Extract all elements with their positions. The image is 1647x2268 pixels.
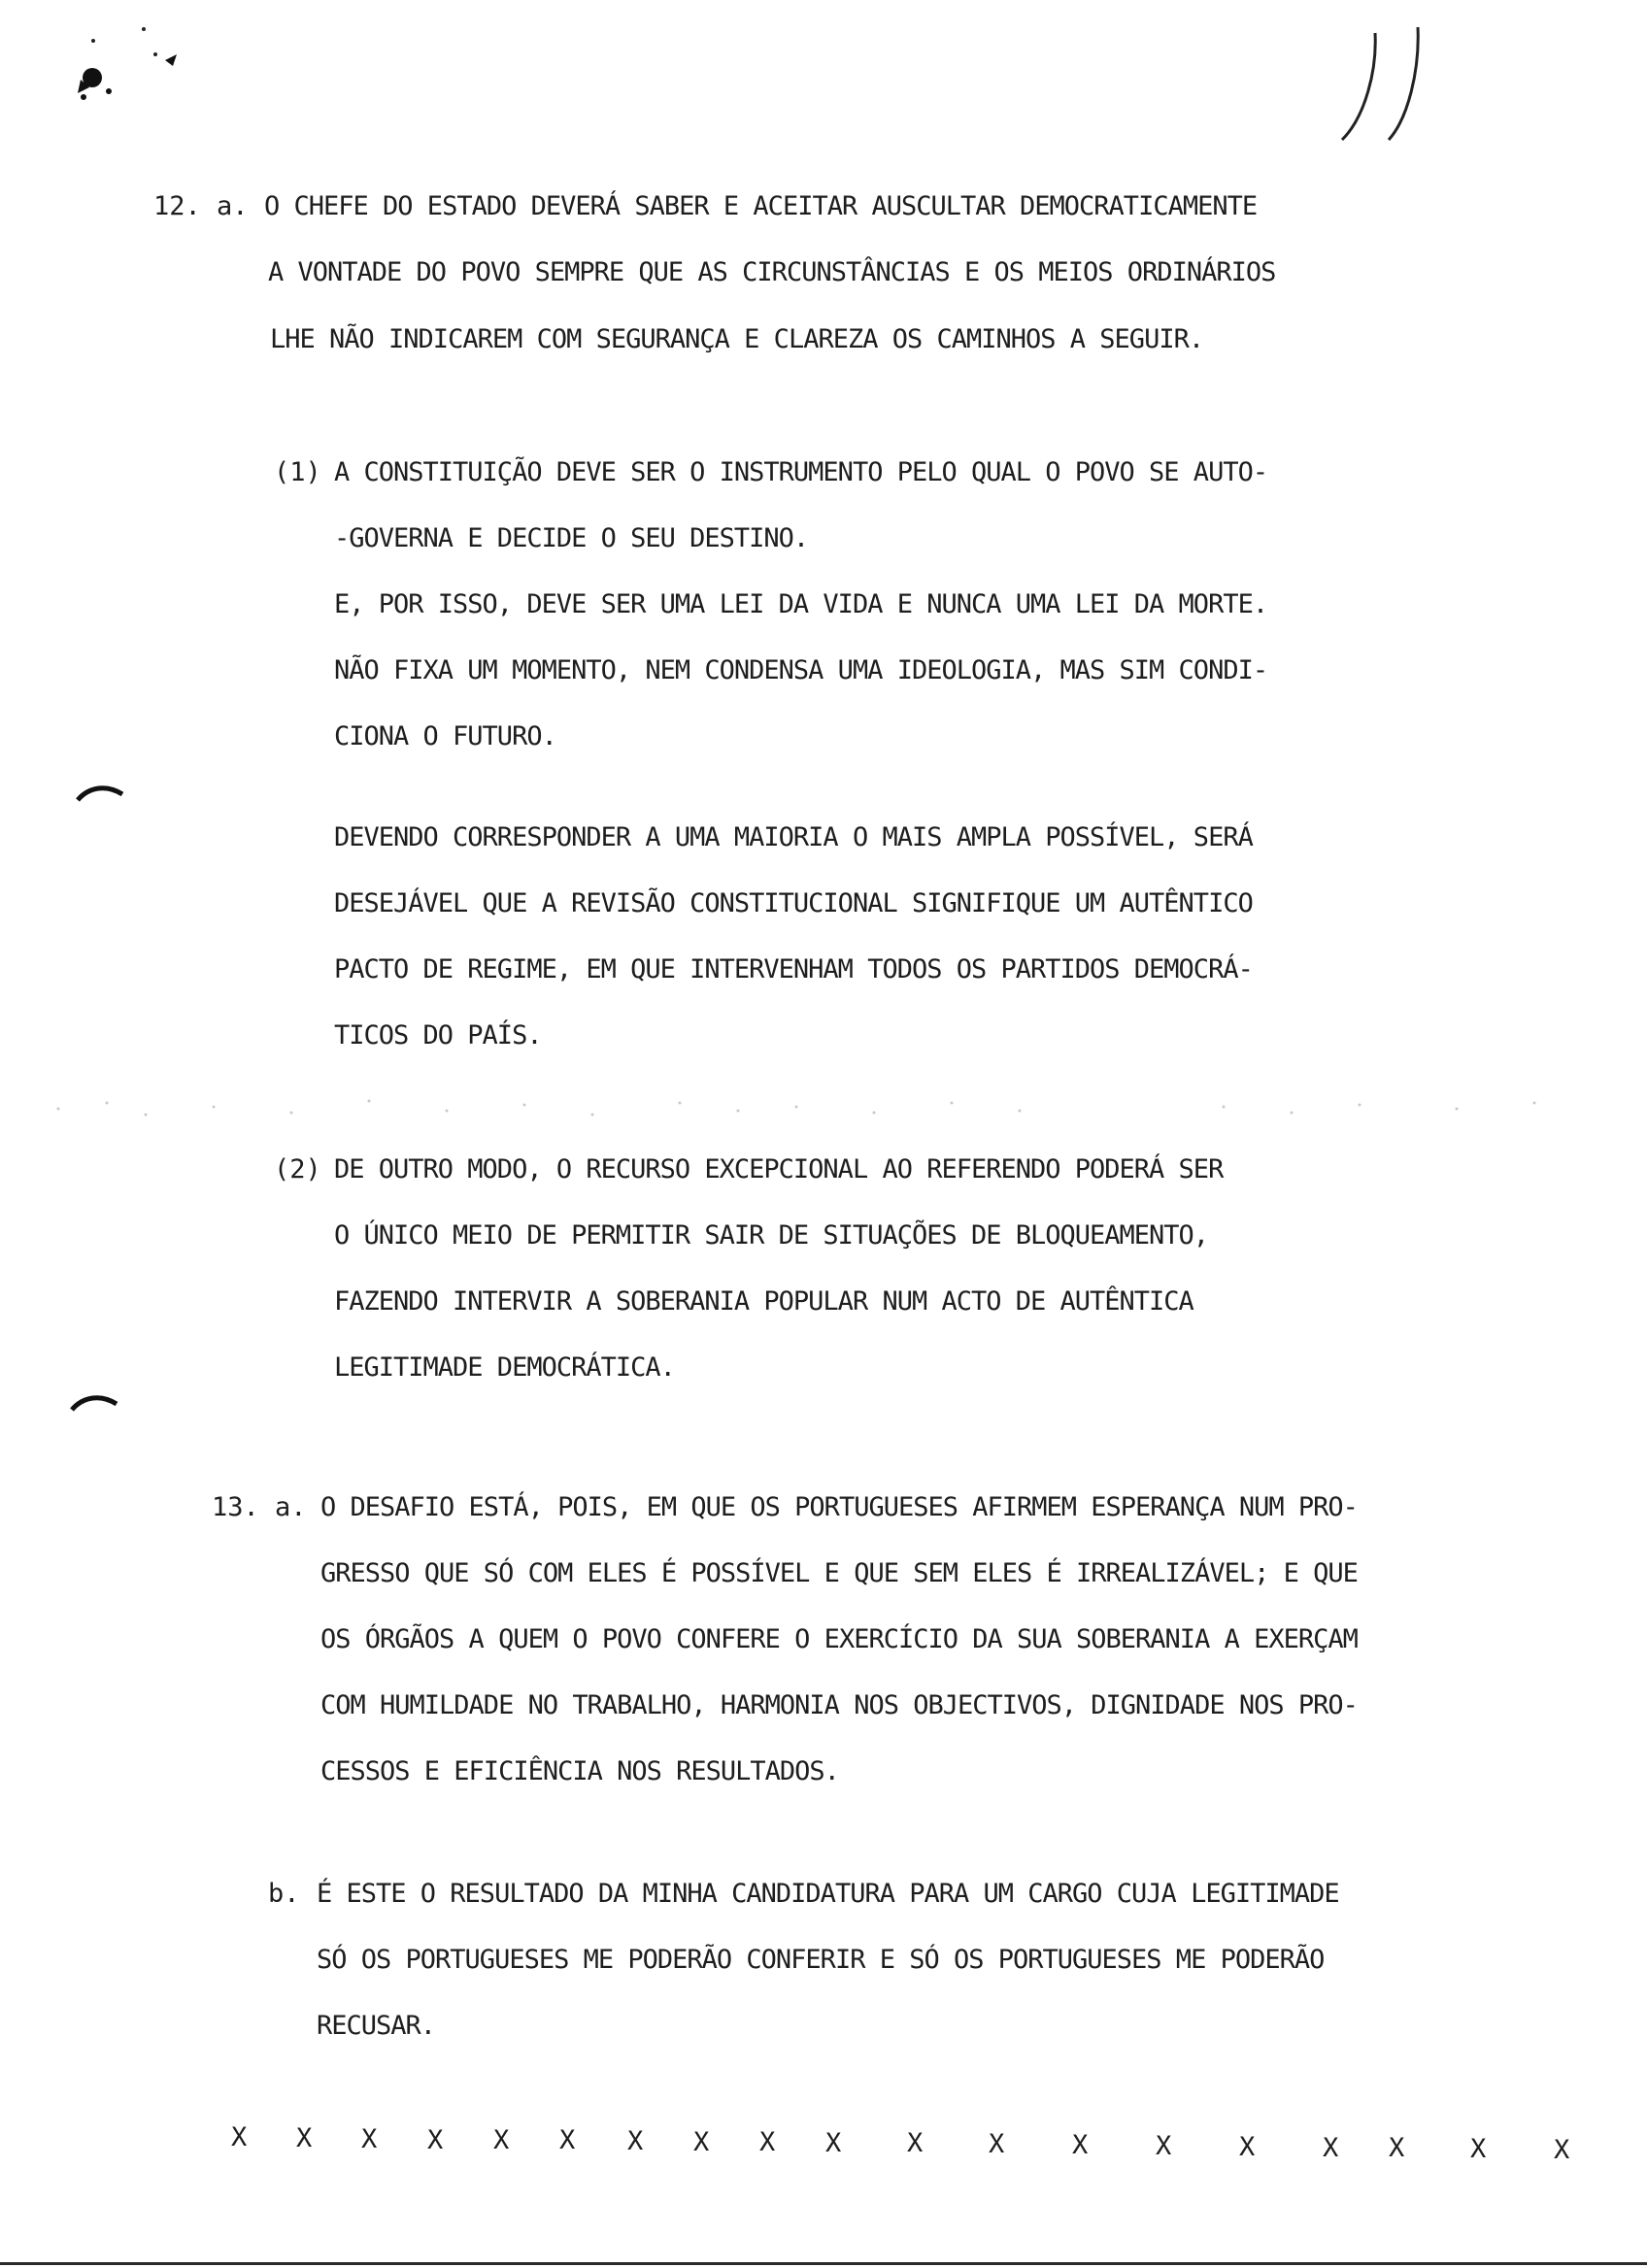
- x-mark: X: [1156, 2131, 1172, 2161]
- x-mark: X: [1554, 2135, 1570, 2165]
- x-mark: X: [825, 2128, 842, 2158]
- scan-speckle-band: [0, 1085, 1647, 1130]
- x-separator-row: [0, 2121, 1647, 2165]
- x-mark: X: [296, 2123, 313, 2153]
- text-line: LEGITIMADE DEMOCRÁTICA.: [334, 1352, 675, 1383]
- text-line: DEVENDO CORRESPONDER A UMA MAIORIA O MAIS AMPLA POSSÍVEL, SERÁ: [334, 822, 1253, 852]
- text-line: O ÚNICO MEIO DE PERMITIR SAIR DE SITUAÇÕES DE BLOQUEAMENTO,: [334, 1220, 1209, 1251]
- handwritten-slash-icon: [1330, 21, 1437, 148]
- section-number: (2): [274, 1154, 321, 1184]
- x-mark: X: [493, 2125, 510, 2155]
- text-line: TICOS DO PAÍS.: [334, 1020, 542, 1051]
- x-mark: X: [427, 2125, 444, 2155]
- x-mark: X: [1470, 2134, 1487, 2164]
- text-line: COM HUMILDADE NO TRABALHO, HARMONIA NOS OBJECTIVOS, DIGNIDADE NOS PRO-: [320, 1690, 1358, 1720]
- text-line: A CONSTITUIÇÃO DEVE SER O INSTRUMENTO PELO QUAL O POVO SE AUTO-: [334, 457, 1268, 487]
- text-line: SÓ OS PORTUGUESES ME PODERÃO CONFERIR E SÓ OS PORTUGUESES ME PODERÃO: [317, 1945, 1325, 1975]
- bottom-rule: [0, 2262, 1647, 2265]
- x-mark: X: [1389, 2133, 1405, 2163]
- text-line: OS ÓRGÃOS A QUEM O POVO CONFERE O EXERCÍCIO DA SUA SOBERANIA A EXERÇAM: [320, 1624, 1358, 1654]
- ink-blot-decoration: [19, 19, 194, 107]
- text-line: O DESAFIO ESTÁ, POIS, EM QUE OS PORTUGUESES AFIRMEM ESPERANÇA NUM PRO-: [320, 1492, 1358, 1522]
- x-mark: X: [559, 2125, 576, 2155]
- x-mark: X: [1239, 2132, 1256, 2162]
- x-mark: X: [907, 2128, 924, 2158]
- text-line: É ESTE O RESULTADO DA MINHA CANDIDATURA PARA UM CARGO CUJA LEGITIMADE: [317, 1879, 1339, 1909]
- text-line: A VONTADE DO POVO SEMPRE QUE AS CIRCUNSTÂNCIAS E OS MEIOS ORDINÁRIOS: [268, 257, 1276, 287]
- binding-hole-arc-icon: [66, 1386, 124, 1416]
- section-number: b.: [268, 1879, 300, 1909]
- text-line: DE OUTRO MODO, O RECURSO EXCEPCIONAL AO REFERENDO PODERÁ SER: [334, 1154, 1224, 1184]
- text-line: CIONA O FUTURO.: [334, 721, 556, 751]
- x-mark: X: [231, 2122, 248, 2152]
- x-mark: X: [989, 2129, 1005, 2159]
- x-mark: X: [1072, 2130, 1089, 2160]
- page-marker: [1330, 21, 1437, 148]
- text-line: NÃO FIXA UM MOMENTO, NEM CONDENSA UMA IDEOLOGIA, MAS SIM CONDI-: [334, 655, 1268, 685]
- text-line: E, POR ISSO, DEVE SER UMA LEI DA VIDA E NUNCA UMA LEI DA MORTE.: [334, 589, 1268, 619]
- x-mark: X: [759, 2127, 776, 2157]
- text-line: LHE NÃO INDICAREM COM SEGURANÇA E CLAREZA OS CAMINHOS A SEGUIR.: [270, 324, 1204, 354]
- x-mark: X: [1323, 2133, 1339, 2163]
- section-number: 13. a.: [212, 1492, 307, 1522]
- x-mark: X: [361, 2124, 378, 2154]
- binding-hole-arc-icon: [72, 777, 130, 806]
- text-line: DESEJÁVEL QUE A REVISÃO CONSTITUCIONAL SIGNIFIQUE UM AUTÊNTICO: [334, 888, 1253, 918]
- text-line: GRESSO QUE SÓ COM ELES É POSSÍVEL E QUE SEM ELES É IRREALIZÁVEL; E QUE: [320, 1558, 1358, 1588]
- text-line: PACTO DE REGIME, EM QUE INTERVENHAM TODOS OS PARTIDOS DEMOCRÁ-: [334, 954, 1253, 984]
- text-line: -GOVERNA E DECIDE O SEU DESTINO.: [334, 523, 809, 553]
- text-line: CESSOS E EFICIÊNCIA NOS RESULTADOS.: [320, 1756, 839, 1786]
- x-mark: X: [693, 2127, 710, 2157]
- text-line: FAZENDO INTERVIR A SOBERANIA POPULAR NUM ACTO DE AUTÊNTICA: [334, 1286, 1193, 1317]
- section-number: 12. a.: [153, 191, 249, 221]
- x-mark: X: [627, 2126, 644, 2156]
- section-number: (1): [274, 457, 321, 487]
- text-line: RECUSAR.: [317, 2011, 436, 2041]
- text-line: O CHEFE DO ESTADO DEVERÁ SABER E ACEITAR AUSCULTAR DEMOCRATICAMENTE: [264, 191, 1258, 221]
